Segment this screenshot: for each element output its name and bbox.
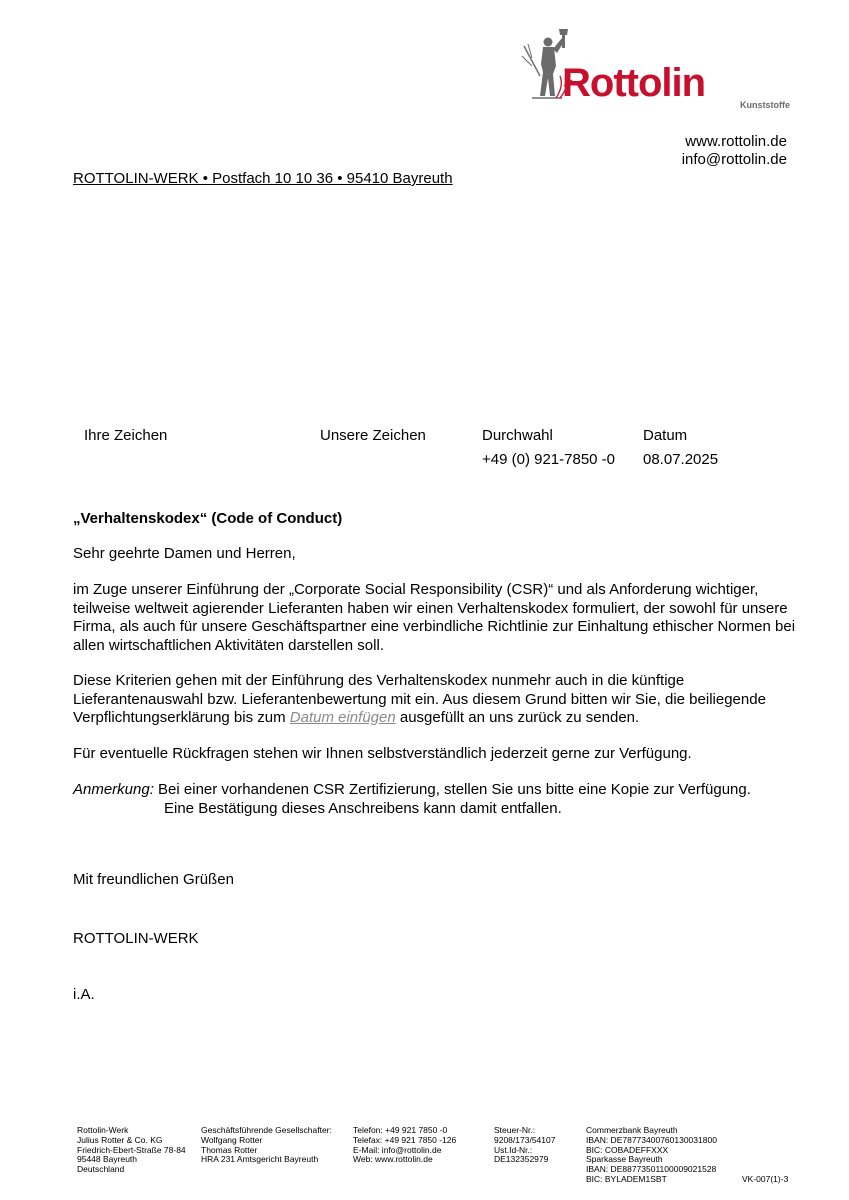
website-link[interactable]: www.rottolin.de bbox=[685, 133, 787, 150]
footer-line: IBAN: DE78773400760130031800 bbox=[586, 1134, 717, 1145]
footer-line: Rottolin-Werk bbox=[77, 1125, 129, 1135]
ihre-zeichen-label: Ihre Zeichen bbox=[84, 427, 168, 444]
footer-line: Thomas Rotter bbox=[201, 1144, 258, 1155]
note-line-1: Bei einer vorhandenen CSR Zertifizierung, stellen Sie uns bitte eine Kopie zur Verfügung. bbox=[153, 781, 751, 798]
datum-label: Datum bbox=[643, 427, 688, 444]
footer-line: BIC: BYLADEM1SBT bbox=[586, 1173, 667, 1184]
datum-value: 08.07.2025 bbox=[643, 451, 719, 468]
footer-line: Telefon: +49 921 7850 -0 bbox=[353, 1125, 448, 1135]
letter-subject: „Verhaltenskodex“ (Code of Conduct) bbox=[73, 510, 343, 527]
footer-line: Friedrich-Ebert-Straße 78-84 bbox=[77, 1144, 186, 1155]
salutation: Sehr geehrte Damen und Herren, bbox=[73, 545, 296, 562]
footer-line: 95448 Bayreuth bbox=[77, 1154, 138, 1165]
paragraph-2-text-before: Diese Kriterien gehen mit der Einführung des Verhaltenskodex nunmehr auch in die künftige Lieferantenauswahl bzw. Lieferantenbewertung mit ein. Aus diesem Grund bitten wir Sie, die beiliegende Verpflichtungserklärung bis zum bbox=[73, 672, 766, 726]
unsere-zeichen-label: Unsere Zeichen bbox=[320, 427, 426, 444]
footer-line: Geschäftsführende Gesellschafter: bbox=[201, 1125, 332, 1135]
signature-ia: i.A. bbox=[73, 986, 95, 1003]
closing: Mit freundlichen Grüßen bbox=[73, 871, 234, 888]
durchwahl-label: Durchwahl bbox=[482, 427, 553, 444]
paragraph-3: Für eventuelle Rückfragen stehen wir Ihnen selbstverständlich jederzeit gerne zur Verfügung. bbox=[73, 745, 692, 762]
footer-line: Julius Rotter & Co. KG bbox=[77, 1134, 163, 1145]
note-line-2: Eine Bestätigung dieses Anschreibens kann damit entfallen. bbox=[164, 799, 562, 817]
document-code: VK-007(1)-3 bbox=[742, 1174, 789, 1184]
footer-line: Web: www.rottolin.de bbox=[353, 1154, 433, 1165]
contact-block bbox=[682, 133, 787, 169]
signature-company: ROTTOLIN-WERK bbox=[73, 930, 199, 947]
footer-line: BIC: COBADEFFXXX bbox=[586, 1144, 669, 1155]
footer-line: E-Mail: info@rottolin.de bbox=[353, 1144, 442, 1155]
footer-line: 9208/173/54107 bbox=[494, 1134, 556, 1145]
footer-line: Telefax: +49 921 7850 -126 bbox=[353, 1134, 457, 1145]
footer-line: Commerzbank Bayreuth bbox=[586, 1125, 678, 1135]
footer-contact-column bbox=[353, 1126, 456, 1165]
note-block bbox=[73, 781, 813, 818]
email-link[interactable]: info@rottolin.de bbox=[681, 151, 787, 168]
footer-management-column bbox=[201, 1126, 332, 1165]
footer-line: IBAN: DE88773501100009021528 bbox=[586, 1164, 717, 1175]
footer-line: DE132352979 bbox=[494, 1154, 549, 1165]
footer-line: Steuer-Nr.: bbox=[494, 1125, 536, 1135]
footer-tax-column bbox=[494, 1126, 555, 1165]
footer-company-column bbox=[77, 1126, 186, 1175]
footer-line: Wolfgang Rotter bbox=[201, 1134, 263, 1145]
footer-line: Ust.Id-Nr.: bbox=[494, 1144, 533, 1155]
footer-bank-column bbox=[586, 1126, 717, 1185]
paragraph-1: im Zuge unserer Einführung der „Corporate Social Responsibility (CSR)“ und als Anforderung wichtiger, teilweise weltweit agierender Lieferanten haben wir einen Verhaltenskodex formuliert, der sowohl für unsere Firma, als auch für unsere Geschäftspartner eine verbindliche Richtlinie zur Einhaltung ethischer Normen bei allen wirtschaftlichen Aktivitäten darstellen soll. bbox=[73, 581, 796, 654]
paragraph-2 bbox=[73, 672, 813, 728]
durchwahl-value: +49 (0) 921-7850 -0 bbox=[482, 451, 616, 468]
footer-line: Deutschland bbox=[77, 1164, 125, 1175]
date-placeholder-field[interactable]: Datum einfügen bbox=[289, 709, 396, 726]
note-label: Anmerkung: bbox=[73, 781, 154, 798]
company-logo bbox=[518, 26, 794, 112]
footer-line: HRA 231 Amtsgericht Bayreuth bbox=[201, 1154, 319, 1165]
logo-tagline-text: Kunststoffe bbox=[740, 100, 790, 110]
paragraph-2-text-after: ausgefüllt an uns zurück zu senden. bbox=[395, 709, 640, 726]
logo-brand-text: Rottolin bbox=[562, 61, 706, 105]
footer-line: Sparkasse Bayreuth bbox=[586, 1154, 663, 1165]
sender-address-line: ROTTOLIN-WERK • Postfach 10 10 36 • 95410 Bayreuth bbox=[73, 170, 453, 187]
